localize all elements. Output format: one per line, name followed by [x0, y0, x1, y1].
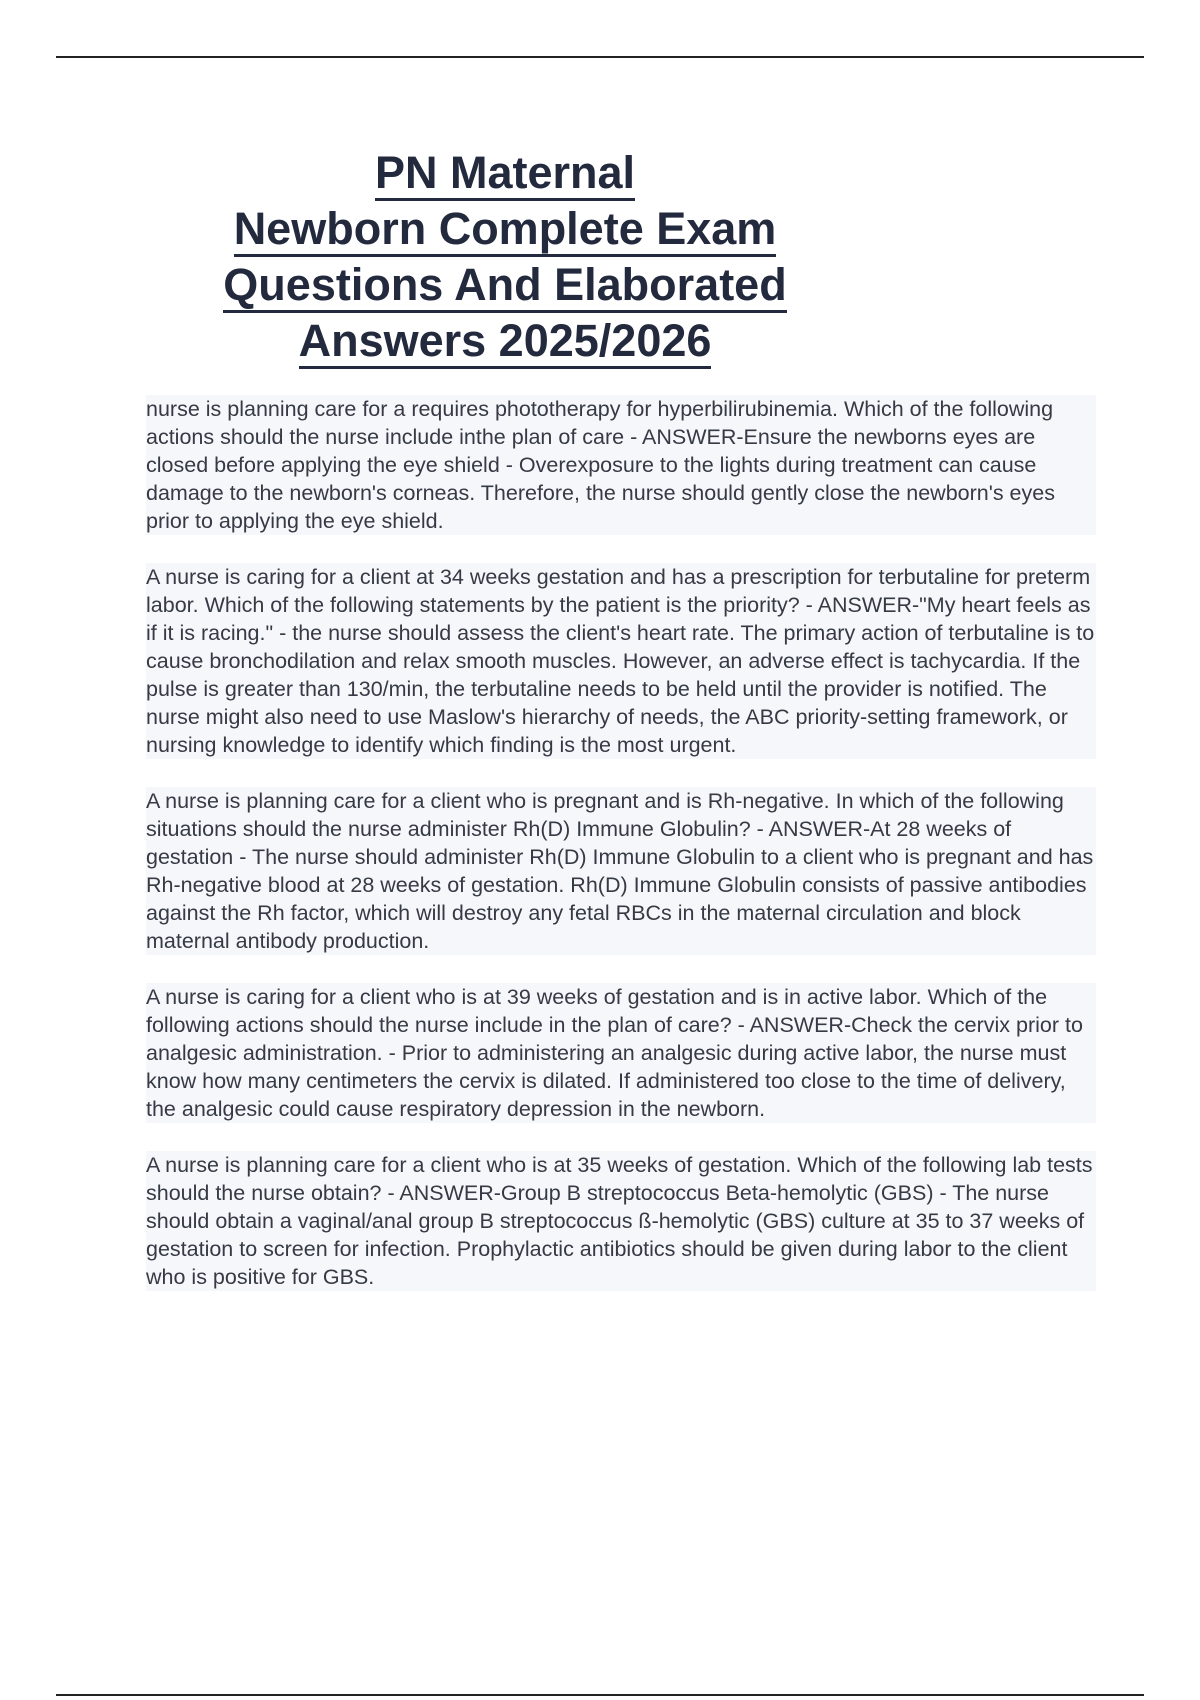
title-line: PN Maternal — [375, 147, 635, 201]
question-answer-gbs-screening: A nurse is planning care for a client who is at 35 weeks of gestation. Which of the following lab tests should the nurse obtain? - ANSWER-Group B streptococcus Beta-hemolytic (GBS) - The nurse should obtain a vaginal/anal group B streptococcus ß-hemolytic (GBS) culture at 35 to 37 weeks of gestation to screen for infection. Prophylactic antibiotics should be given during labor to the client who is positive for GBS. — [146, 1151, 1096, 1291]
title-line: Answers 2025/2026 — [299, 315, 712, 369]
question-list — [146, 395, 1096, 1319]
top-divider — [56, 56, 1144, 58]
question-answer-phototherapy: nurse is planning care for a requires phototherapy for hyperbilirubinemia. Which of the following actions should the nurse include inthe plan of care - ANSWER-Ensure the newborns eyes are closed before applying the eye shield - Overexposure to the lights during treatment can cause damage to the newborn's corneas. Therefore, the nurse should gently close the newborn's eyes prior to applying the eye shield. — [146, 395, 1096, 535]
document-title — [180, 145, 830, 369]
question-answer-rh-immune-globulin: A nurse is planning care for a client who is pregnant and is Rh-negative. In which of the following situations should the nurse administer Rh(D) Immune Globulin? - ANSWER-At 28 weeks of gestation - The nurse should administer Rh(D) Immune Globulin to a client who is pregnant and has Rh-negative blood at 28 weeks of gestation. Rh(D) Immune Globulin consists of passive antibodies against the Rh factor, which will destroy any fetal RBCs in the maternal circulation and block maternal antibody production. — [146, 787, 1096, 955]
bottom-divider — [56, 1694, 1144, 1696]
question-answer-terbutaline: A nurse is caring for a client at 34 weeks gestation and has a prescription for terbutaline for preterm labor. Which of the following statements by the patient is the priority? - ANSWER-"My heart feels as if it is racing." - the nurse should assess the client's heart rate. The primary action of terbutaline is to cause bronchodilation and relax smooth muscles. However, an adverse effect is tachycardia. If the pulse is greater than 130/min, the terbutaline needs to be held until the provider is notified. The nurse might also need to use Maslow's hierarchy of needs, the ABC priority-setting framework, or nursing knowledge to identify which finding is the most urgent. — [146, 565, 1095, 757]
title-line: Newborn Complete Exam — [234, 203, 777, 257]
title-line: Questions And Elaborated — [223, 259, 786, 313]
question-answer-active-labor: A nurse is caring for a client who is at 39 weeks of gestation and is in active labor. Which of the following actions should the nurse include in the plan of care? - ANSWER-Check the cervix prior to analgesic administration. - Prior to administering an analgesic during active labor, the nurse must know how many centimeters the cervix is dilated. If administered too close to the time of delivery, the analgesic could cause respiratory depression in the newborn. — [146, 983, 1096, 1123]
